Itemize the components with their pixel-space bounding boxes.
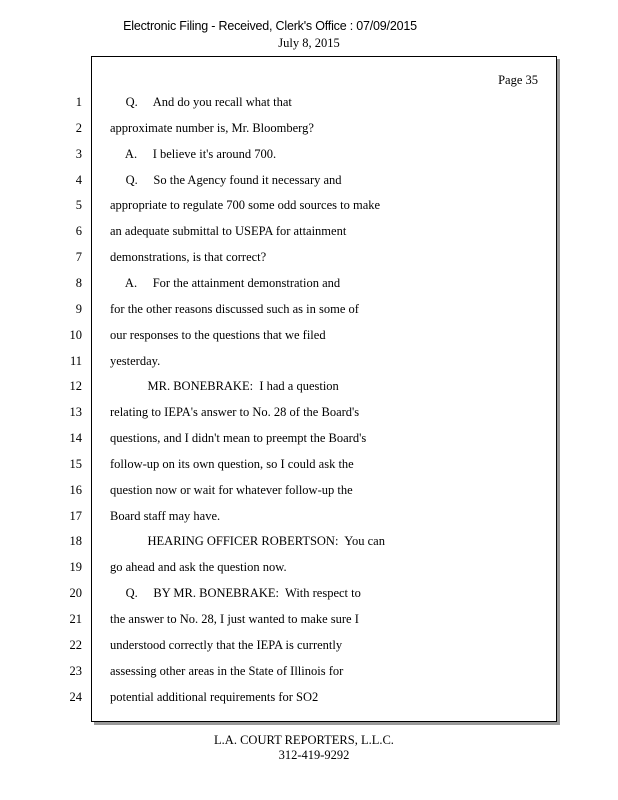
line-number: 10 (69, 328, 82, 342)
line-number: 4 (75, 173, 82, 187)
court-reporter-phone: 312-419-9292 (278, 748, 350, 762)
line-number: 8 (75, 276, 82, 290)
line-number: 16 (69, 483, 82, 497)
transcript-line: follow-up on its own question, so I could ask the (110, 457, 354, 471)
transcript-line: demonstrations, is that correct? (110, 250, 267, 264)
transcript-line: A. For the attainment demonstration and (110, 276, 341, 290)
transcript-line: an adequate submittal to USEPA for attainment (110, 224, 347, 238)
line-number: 21 (69, 612, 82, 626)
line-number: 11 (69, 354, 82, 368)
line-number: 6 (75, 224, 82, 238)
transcript-line: A. I believe it's around 700. (110, 147, 277, 161)
page-number: Page 35 (498, 73, 538, 87)
line-number: 17 (69, 509, 82, 523)
transcript-line: HEARING OFFICER ROBERTSON: You can (110, 534, 385, 548)
line-number: 14 (69, 431, 82, 445)
transcript-line: the answer to No. 28, I just wanted to make sure I (110, 612, 359, 626)
line-number: 12 (69, 379, 82, 393)
hearing-date: July 8, 2015 (278, 36, 340, 50)
line-number: 23 (69, 664, 82, 678)
line-number: 18 (69, 534, 82, 548)
line-number: 15 (69, 457, 82, 471)
transcript-line: relating to IEPA's answer to No. 28 of the Board's (110, 405, 360, 419)
transcript-line: question now or wait for whatever follow-up the (110, 483, 353, 497)
transcript-line: our responses to the questions that we filed (110, 328, 326, 342)
transcript-line: questions, and I didn't mean to preempt the Board's (110, 431, 367, 445)
transcript-line: understood correctly that the IEPA is currently (110, 638, 343, 652)
transcript-line: assessing other areas in the State of Illinois for (110, 664, 344, 678)
court-reporter-name: L.A. COURT REPORTERS, L.L.C. (214, 733, 394, 747)
line-number: 9 (75, 302, 82, 316)
line-number: 5 (75, 198, 82, 212)
transcript-line: yesterday. (110, 354, 161, 368)
transcript-line: Board staff may have. (110, 509, 221, 523)
line-number: 1 (75, 95, 82, 109)
line-number: 24 (69, 690, 82, 704)
transcript-line: approximate number is, Mr. Bloomberg? (110, 121, 314, 135)
line-number: 13 (69, 405, 82, 419)
transcript-line: Q. BY MR. BONEBRAKE: With respect to (110, 586, 361, 600)
line-number: 3 (75, 147, 82, 161)
filing-stamp: Electronic Filing - Received, Clerk's Office : 07/09/2015 (123, 19, 417, 33)
line-number: 20 (69, 586, 82, 600)
line-number: 2 (75, 121, 82, 135)
line-number: 22 (69, 638, 82, 652)
transcript-line: Q. So the Agency found it necessary and (110, 173, 342, 187)
transcript-line: appropriate to regulate 700 some odd sources to make (110, 198, 381, 212)
transcript-line: for the other reasons discussed such as in some of (110, 302, 359, 316)
transcript-line: Q. And do you recall what that (110, 95, 292, 109)
transcript-line: MR. BONEBRAKE: I had a question (110, 379, 339, 393)
transcript-line: potential additional requirements for SO2 (110, 690, 319, 704)
transcript-line: go ahead and ask the question now. (110, 560, 287, 574)
line-number: 19 (69, 560, 82, 574)
line-number: 7 (75, 250, 82, 264)
